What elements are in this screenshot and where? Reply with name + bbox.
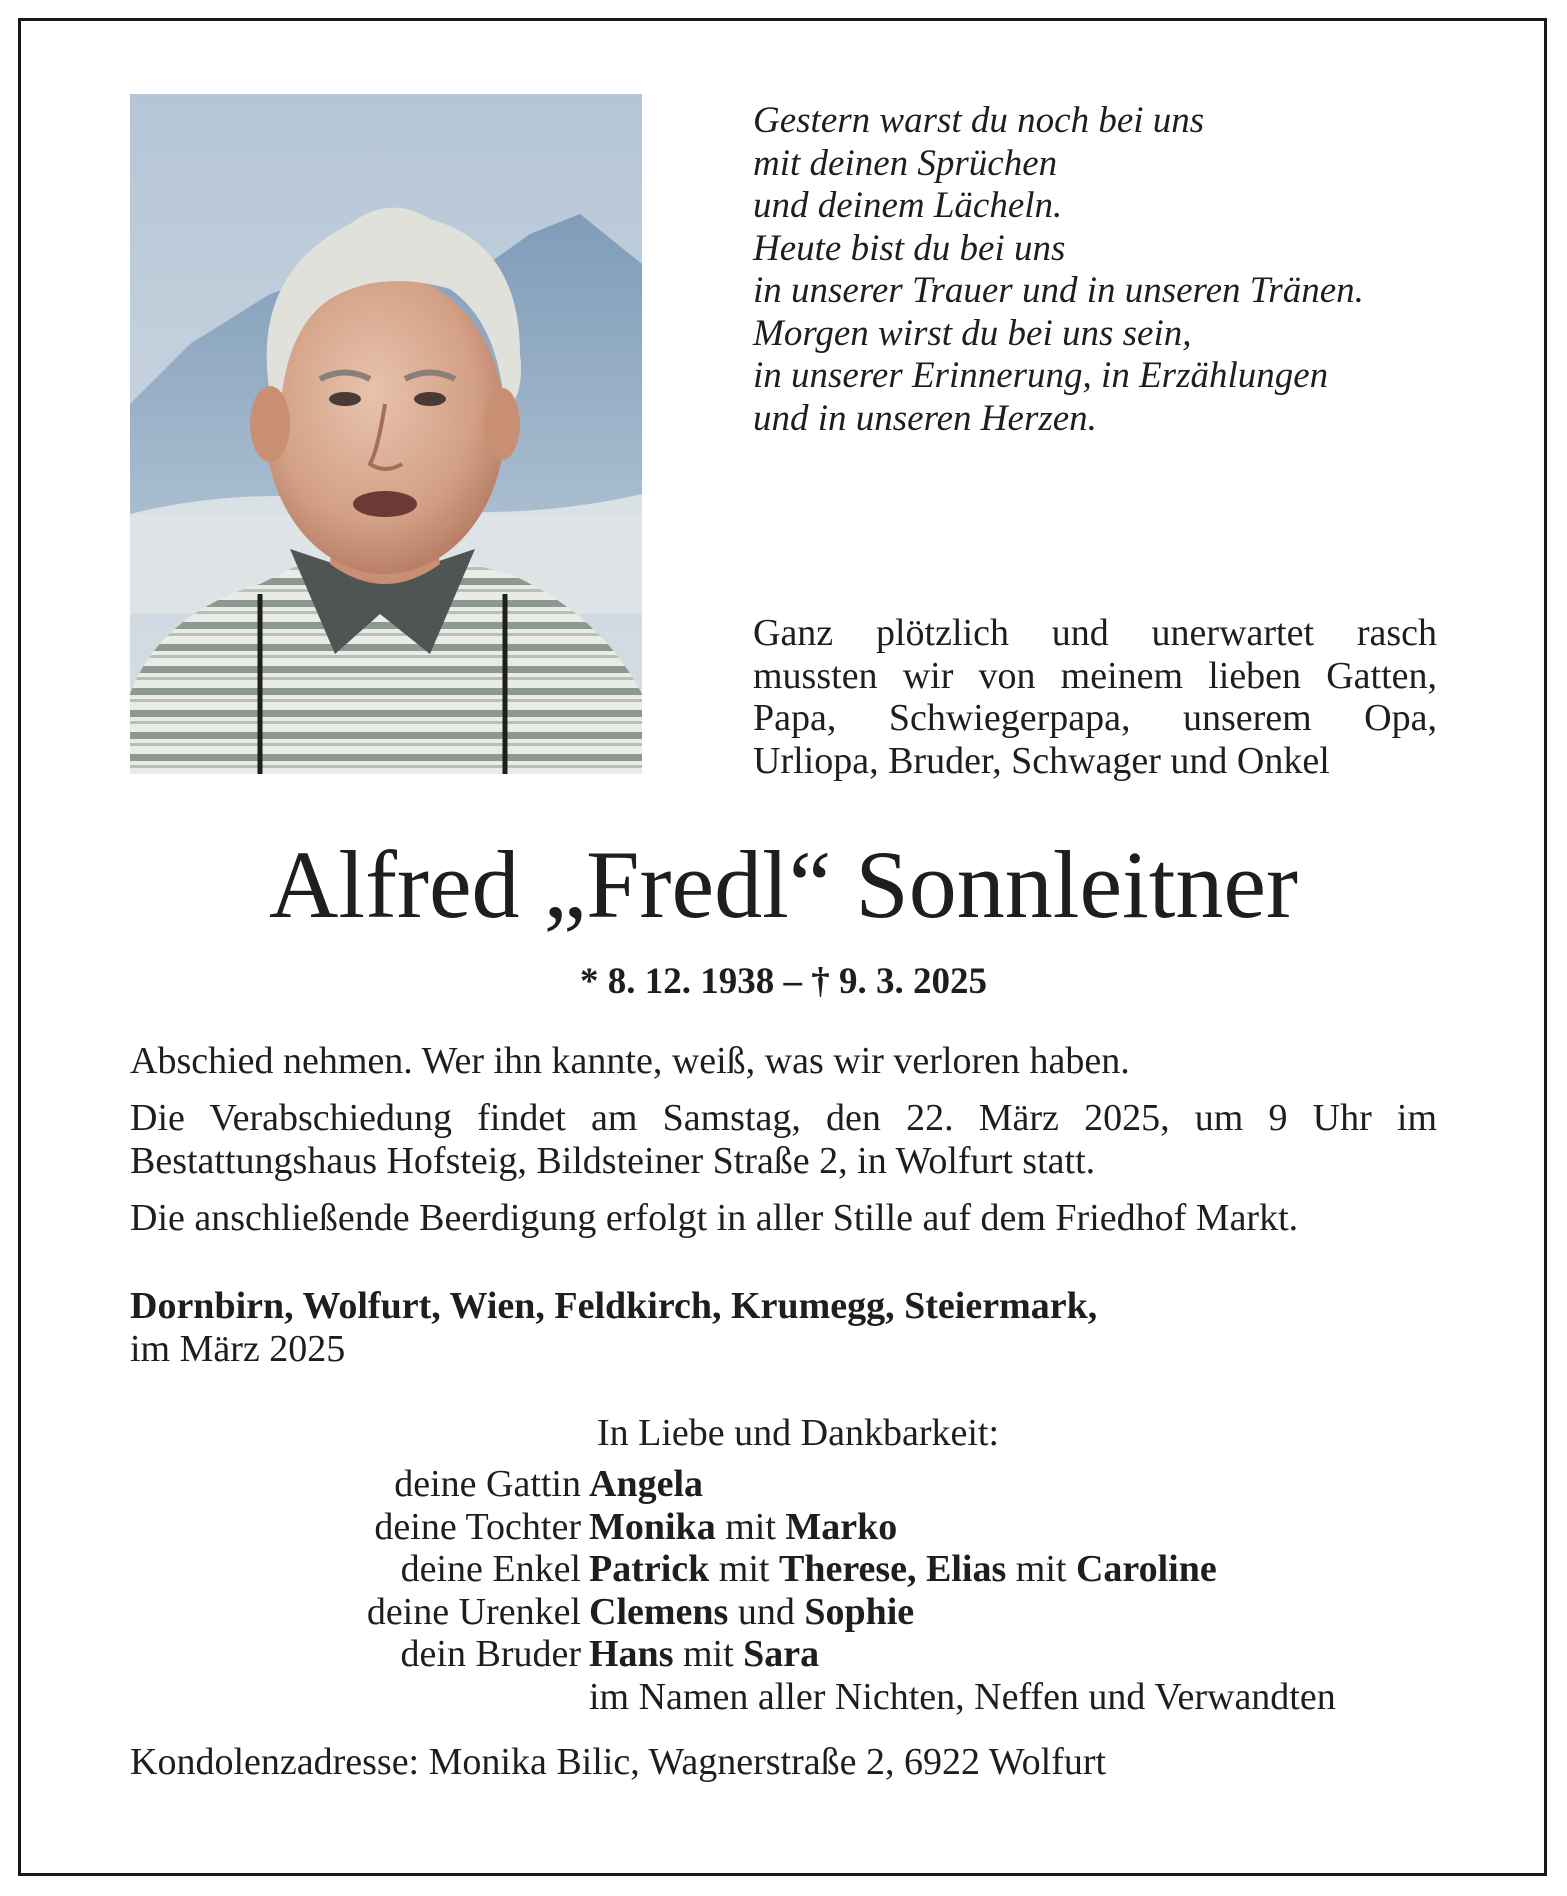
family-relation: deine Tochter	[374, 1505, 581, 1548]
family-connector: mit	[715, 1505, 786, 1548]
poem-line: in unserer Erinnerung, in Erzählungen	[753, 355, 1329, 396]
places-block	[130, 1285, 1437, 1371]
family-names	[589, 1633, 819, 1676]
farewell-text: Abschied nehmen. Wer ihn kannte, weiß, was wir verloren haben.	[130, 1040, 1130, 1082]
poem-line: Gestern warst du noch bei uns	[753, 100, 1205, 141]
memorial-poem	[753, 100, 1473, 440]
family-member-name: Clemens	[589, 1590, 729, 1633]
family-relation: dein Bruder	[400, 1633, 581, 1675]
family-names	[589, 1463, 703, 1506]
family-row	[130, 1591, 1450, 1634]
thanks-line: In Liebe und Dankbarkeit:	[597, 1412, 1000, 1454]
family-names	[589, 1506, 897, 1549]
deceased-name: Alfred „Fredl“ Sonnleitner	[269, 831, 1298, 938]
family-relation: deine Enkel	[400, 1548, 581, 1590]
family-member-name: Sara	[743, 1633, 820, 1675]
family-row	[130, 1676, 1450, 1719]
family-list	[130, 1463, 1450, 1718]
family-member-name: Caroline	[1075, 1548, 1217, 1590]
life-dates: * 8. 12. 1938 – † 9. 3. 2025	[580, 961, 987, 1002]
family-relation	[130, 1676, 589, 1719]
family-member-name: Sophie	[804, 1590, 915, 1633]
condolence-address: Kondolenzadresse: Monika Bilic, Wagnerstraße 2, 6922 Wolfurt	[130, 1741, 1107, 1783]
portrait-photo	[130, 94, 642, 774]
family-row	[130, 1548, 1450, 1591]
family-member-name: Hans	[589, 1633, 674, 1675]
family-connector: mit	[673, 1633, 744, 1675]
intro-paragraph: Ganz plötzlich und unerwartet rasch mussten wir von meinem lieben Gatten, Papa, Schwiegerpapa, unserem Opa, Urliopa, Bruder, Schwager und Onkel	[753, 612, 1437, 782]
poem-line: und in unseren Herzen.	[753, 397, 1097, 439]
burial-text: Die anschließende Beerdigung erfolgt in aller Stille auf dem Friedhof Markt.	[130, 1197, 1299, 1239]
poem-line: Heute bist du bei uns	[753, 227, 1066, 269]
family-names	[589, 1676, 1336, 1719]
poem-line: Morgen wirst du bei uns sein,	[753, 312, 1192, 354]
family-member-name: Therese, Elias	[778, 1548, 1007, 1590]
family-names	[589, 1548, 1217, 1591]
family-member-name: Patrick	[589, 1548, 710, 1590]
poem-line: und deinem Lächeln.	[753, 185, 1063, 226]
family-member-name: Monika	[589, 1505, 716, 1548]
family-connector: mit	[1006, 1548, 1076, 1590]
family-member-name: Angela	[589, 1463, 703, 1505]
family-relation: deine Gattin	[394, 1463, 581, 1505]
family-connector: und	[728, 1590, 805, 1633]
places-date: im März 2025	[130, 1328, 346, 1370]
places-list: Dornbirn, Wolfurt, Wien, Feldkirch, Krumegg, Steiermark,	[130, 1285, 1098, 1327]
family-relation: deine Urenkel	[366, 1590, 581, 1633]
family-connector: im Namen aller Nichten, Neffen und Verwandten	[589, 1675, 1336, 1718]
family-member-name: Marko	[785, 1505, 898, 1548]
family-names	[589, 1591, 914, 1634]
family-row	[130, 1633, 1450, 1676]
poem-line: in unserer Trauer und in unseren Tränen.	[753, 270, 1364, 311]
family-row	[130, 1463, 1450, 1506]
family-row	[130, 1506, 1450, 1549]
poem-line: mit deinen Sprüchen	[753, 142, 1058, 184]
family-connector: mit	[709, 1548, 779, 1590]
ceremony-text: Die Verabschiedung findet am Samstag, den 22. März 2025, um 9 Uhr im Bestattungshaus Hofsteig, Bildsteiner Straße 2, in Wolfurt statt.	[130, 1097, 1437, 1182]
portrait-illustration	[130, 94, 642, 774]
